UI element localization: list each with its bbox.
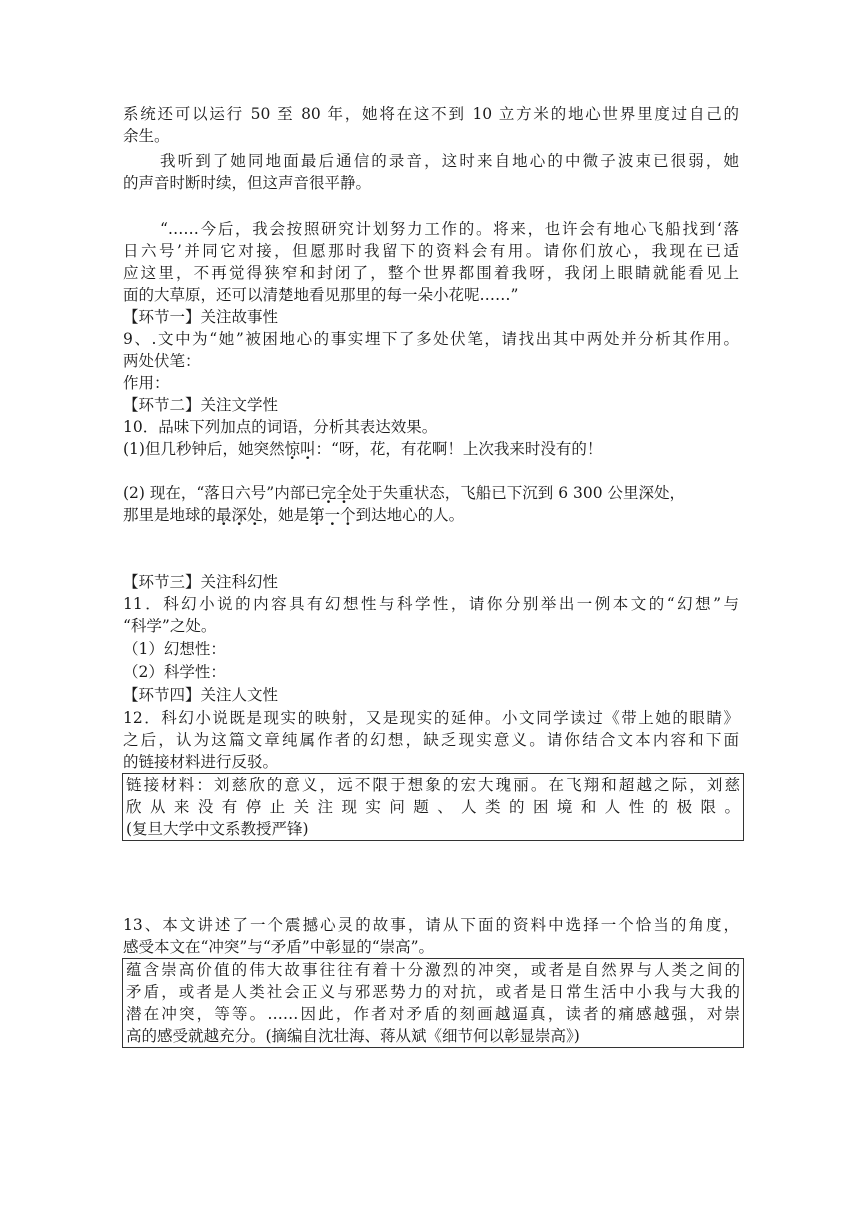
answer-line-foreshadowing: 两处伏笔： bbox=[123, 352, 201, 370]
reference-material-line-2: 矛盾，或者是人类社会正义与邪恶势力的对抗，或者是日常生活中小我与大我的 bbox=[126, 983, 740, 1001]
question-11-line-2: “科学”之处。 bbox=[123, 617, 217, 635]
dotted-char: 惊 bbox=[284, 440, 300, 458]
dotted-char: 叫 bbox=[299, 440, 316, 458]
question-12-line-1: 12．科幻小说既是现实的映射，又是现实的延伸。小文同学读过《带上她的眼睛》 bbox=[123, 709, 739, 727]
item-2b-text-mid: ，她是 bbox=[262, 506, 310, 524]
story-line-5: “……今后，我会按照研究计划努力工作的。将来，也许会有地心飞船找到‘落 bbox=[160, 220, 739, 238]
link-material-box bbox=[122, 773, 744, 841]
item-2-text-after: 处于失重状态，飞船已下沉到 6 300 公里深处， bbox=[351, 484, 685, 502]
question-13-line-2: 感受本文在“冲突”与“矛盾”中彰显的“崇高”。 bbox=[123, 938, 435, 956]
question-13-line-1: 13、本文讲述了一个震撼心灵的故事，请从下面的资料中选择一个恰当的角度， bbox=[123, 916, 739, 934]
dotted-char: 处 bbox=[247, 506, 263, 524]
link-material-line-1: 链接材料：刘慈欣的意义，远不限于想象的宏大瑰丽。在飞翔和超越之际，刘慈 bbox=[126, 776, 740, 794]
question-11-line-1: 11．科幻小说的内容具有幻想性与科学性，请你分别举出一例本文的“幻想”与 bbox=[123, 595, 739, 613]
item-2b-text-before: 那里是地球的 bbox=[123, 506, 217, 524]
dotted-char: 最 bbox=[216, 506, 232, 524]
question-12-line-2: 之后，认为这篇文章纯属作者的幻想，缺乏现实意义。请你结合文本内容和下面 bbox=[123, 731, 739, 749]
section-2-heading: 【环节二】关注文学性 bbox=[123, 396, 279, 414]
question-10-item-2-cont bbox=[123, 504, 739, 526]
item-1-text-before: (1)但几秒钟后，她突然 bbox=[123, 440, 285, 458]
section-3-heading: 【环节三】关注科幻性 bbox=[123, 573, 279, 591]
reference-material-box bbox=[122, 958, 744, 1048]
story-line-7: 应这里，不再觉得狭窄和封闭了，整个世界都围着我呀，我闭上眼睛就能看见上 bbox=[123, 264, 739, 282]
dotted-char: 个 bbox=[340, 506, 356, 524]
story-line-6: 日六号’并同它对接，但愿那时我留下的资料会有用。请你们放心，我现在已适 bbox=[123, 242, 739, 260]
reference-material-line-4: 高的感受就越充分。(摘编自沈壮海、蒋从斌《细节何以彰显崇高》) bbox=[126, 1027, 580, 1045]
section-4-heading: 【环节四】关注人文性 bbox=[123, 686, 279, 704]
reference-material-line-3: 潜在冲突，等等。……因此，作者对矛盾的刻画越逼真，读者的痛感越强，对崇 bbox=[126, 1005, 740, 1023]
answer-line-science: （2）科学性： bbox=[123, 663, 226, 681]
reference-material-line-1: 蕴含崇高价值的伟大故事往往有着十分激烈的冲突，或者是自然界与人类之间的 bbox=[126, 961, 740, 979]
item-1-text-after: ：“呀，花，有花啊！上次我来时没有的！ bbox=[315, 440, 603, 458]
question-10-item-1 bbox=[123, 438, 739, 460]
question-10: 10．品味下列加点的词语，分析其表达效果。 bbox=[123, 418, 438, 436]
dotted-char: 深 bbox=[231, 506, 248, 524]
link-material-source: (复旦大学中文系教授严锋) bbox=[126, 820, 309, 838]
answer-line-fantasy: （1）幻想性： bbox=[123, 640, 226, 658]
question-9: 9、.文中为“她”被困地心的事实埋下了多处伏笔，请找出其中两处并分析其作用。 bbox=[123, 330, 739, 348]
link-material-line-2: 欣从来没有停止关注现实问题、人类的困境和人性的极限。 bbox=[126, 798, 740, 816]
story-line-3: 我听到了她同地面最后通信的录音，这时来自地心的中微子波束已很弱，她 bbox=[160, 152, 739, 170]
dotted-char: 第 bbox=[309, 506, 325, 524]
story-line-4: 的声音时断时续，但这声音很平静。 bbox=[123, 174, 372, 192]
story-line-8: 面的大草原，还可以清楚地看见那里的每一朵小花呢……” bbox=[123, 286, 519, 304]
dotted-char: 完 bbox=[320, 484, 337, 502]
question-12-line-3: 的链接材料进行反驳。 bbox=[123, 753, 279, 771]
story-line-1: 系统还可以运行 50 至 80 年，她将在这不到 10 立方米的地心世界里度过自己的 bbox=[123, 105, 739, 123]
section-1-heading: 【环节一】关注故事性 bbox=[123, 308, 279, 326]
answer-line-effect: 作用： bbox=[123, 374, 170, 392]
item-2-text-before: (2) 现在，“落日六号”内部已 bbox=[123, 484, 321, 502]
item-2b-text-after: 到达地心的人。 bbox=[355, 506, 465, 524]
story-line-2: 余生。 bbox=[123, 127, 170, 145]
dotted-char: 一 bbox=[324, 506, 341, 524]
dotted-char: 全 bbox=[336, 484, 352, 502]
question-10-item-2 bbox=[123, 482, 739, 504]
